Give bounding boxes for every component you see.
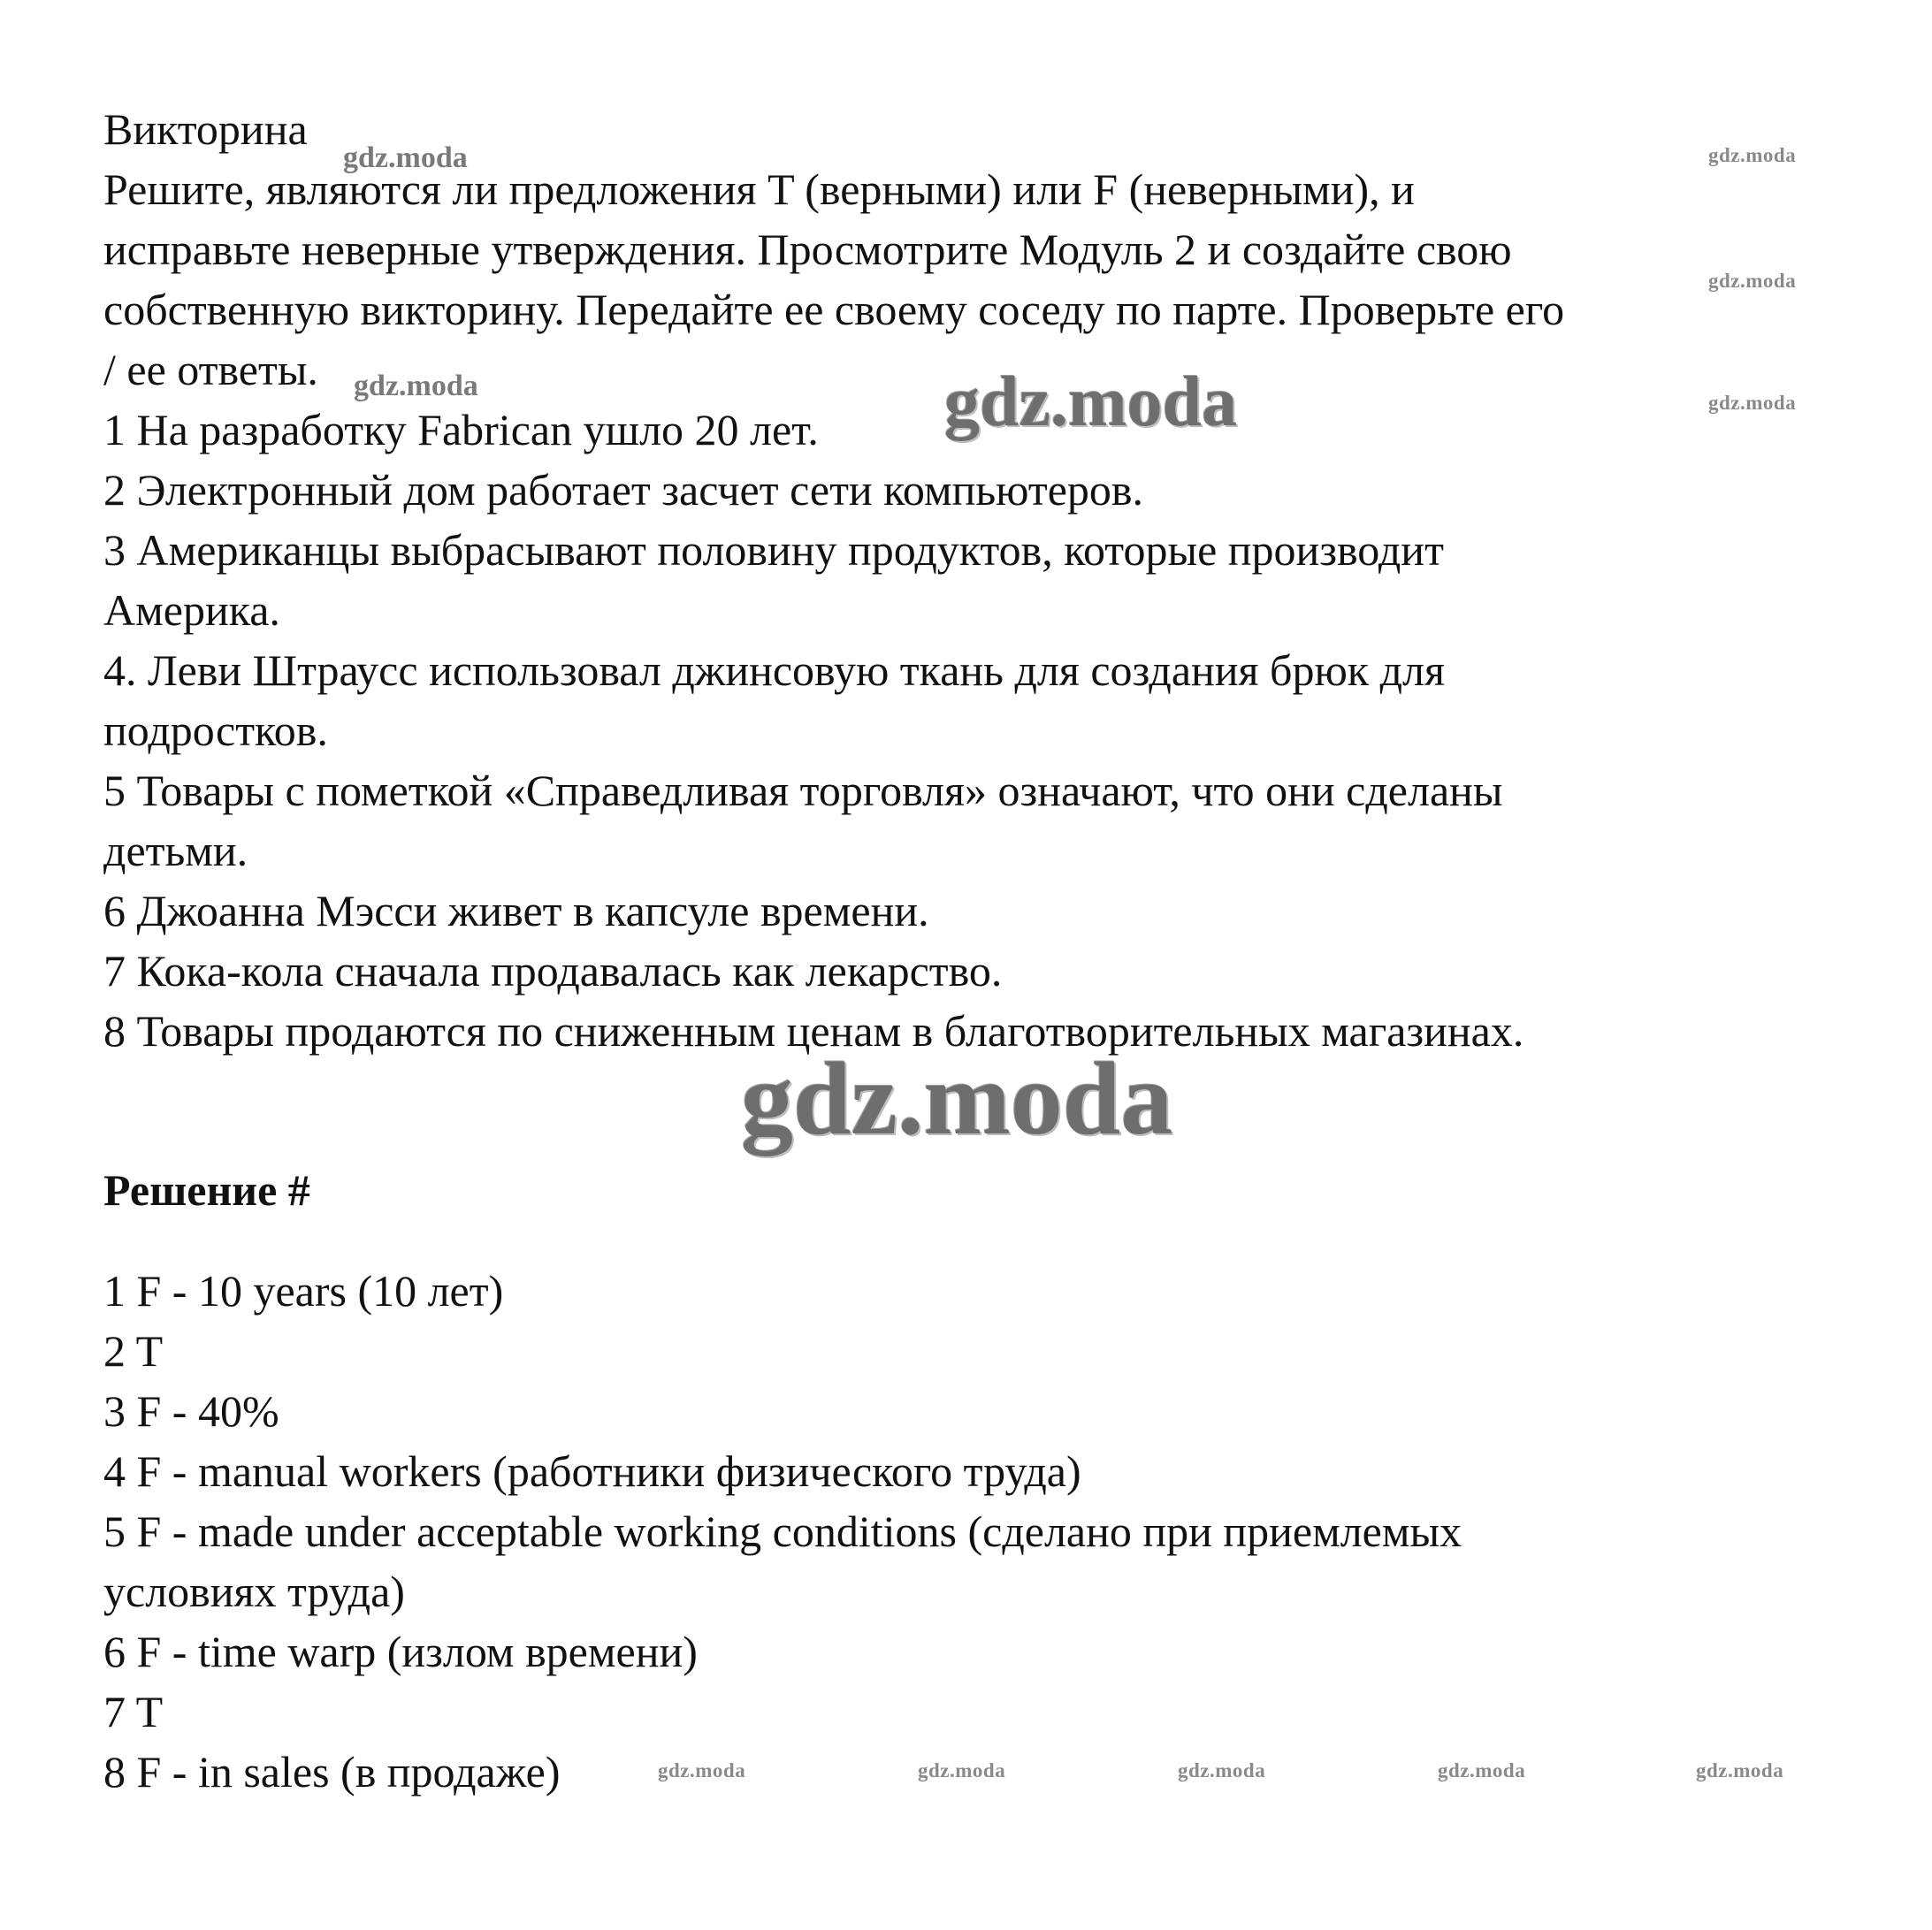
answer-line: 6 F - time warp (излом времени): [103, 1627, 698, 1676]
task-block: [103, 99, 1854, 1061]
watermark: gdz.moda: [343, 141, 468, 174]
watermark: gdz.moda: [1438, 1759, 1526, 1781]
answer-line: 5 F - made under acceptable working conditions (сделано при приемлемых: [103, 1507, 1462, 1556]
statement-line: 5 Товары с пометкой «Справедливая торговля» означают, что они сделаны: [103, 766, 1503, 815]
watermark: gdz.moda: [658, 1759, 746, 1781]
watermark: gdz.moda: [944, 363, 1238, 441]
instruction-line: собственную викторину. Передайте ее своему соседу по парте. Проверьте его: [103, 285, 1565, 334]
solution-title: Решение #: [103, 1165, 310, 1215]
statement-line: 1 На разработку Fabrican ушло 20 лет.: [103, 405, 819, 454]
answer-line: 4 F - manual workers (работники физического труда): [103, 1446, 1081, 1496]
watermark: gdz.moda: [354, 370, 478, 402]
statement-line: 4. Леви Штраусс использовал джинсовую ткань для создания брюк для: [103, 645, 1445, 695]
answer-line: 8 F - in sales (в продаже): [103, 1747, 561, 1797]
statement-line: 6 Джоанна Мэсси живет в капсуле времени.: [103, 886, 929, 935]
watermark: gdz.moda: [918, 1759, 1006, 1781]
answer-line: 3 F - 40%: [103, 1386, 279, 1436]
statement-line: подростков.: [103, 706, 328, 755]
statement-line: Америка.: [103, 585, 280, 635]
watermark: gdz.moda: [1708, 392, 1797, 414]
watermark: gdz.moda: [741, 1041, 1173, 1156]
answer-line: 7 T: [103, 1687, 164, 1736]
watermark: gdz.moda: [1708, 270, 1797, 292]
instruction-line: / ее ответы.: [103, 345, 318, 394]
answer-line: 2 T: [103, 1326, 164, 1376]
watermark: gdz.moda: [1178, 1759, 1266, 1781]
statement-line: 2 Электронный дом работает засчет сети компьютеров.: [103, 465, 1144, 515]
answers-block: [103, 1261, 1854, 1802]
statement-line: 8 Товары продаются по сниженным ценам в благотворительных магазинах.: [103, 1006, 1524, 1056]
instruction-line: Решите, являются ли предложения T (верными) или F (неверными), и: [103, 164, 1415, 214]
statement-line: 7 Кока-кола сначала продавалась как лекарство.: [103, 946, 1003, 996]
watermark: gdz.moda: [1708, 144, 1797, 166]
statement-line: детьми.: [103, 826, 248, 875]
statement-line: 3 Американцы выбрасывают половину продуктов, которые производит: [103, 525, 1444, 575]
answer-line: 1 F - 10 years (10 лет): [103, 1266, 504, 1316]
answer-line: условиях труда): [103, 1567, 405, 1616]
instruction-line: исправьте неверные утверждения. Просмотрите Модуль 2 и создайте свою: [103, 225, 1512, 274]
watermark: gdz.moda: [1696, 1759, 1784, 1781]
task-heading: Викторина: [103, 104, 308, 154]
